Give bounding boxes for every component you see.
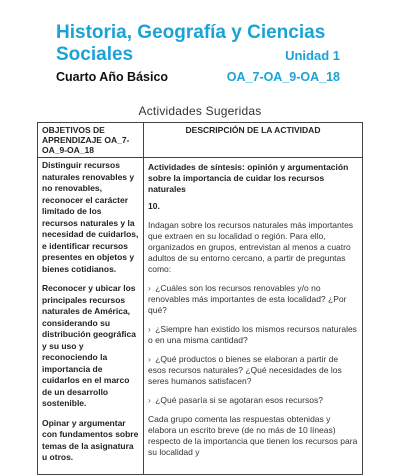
table-row (38, 158, 363, 475)
question-text: ¿Qué productos o bienes se elaboran a partir de esos recursos naturales? ¿Qué necesidades de los seres humanos satisfacen? (148, 354, 342, 386)
objective-item: Opinar y argumentar con fundamentos sobre temas de la asignatura u otros. (42, 417, 139, 462)
question-text: ¿Siempre han existido los mismos recursos naturales o en una misma cantidad? (148, 324, 357, 345)
activity-title: Actividades de síntesis: opinión y argumentación sobre la importancia de cuidar los recursos naturales (148, 162, 349, 194)
objectives-header: OBJETIVOS DE APRENDIZAJE OA_7-OA_9-OA_18 (38, 123, 144, 158)
question-marker-icon: › (148, 324, 151, 334)
activity-question (148, 395, 358, 406)
activity-cell (144, 158, 363, 475)
question-marker-icon: › (148, 395, 151, 405)
document-title (56, 22, 356, 67)
objective-item: Reconocer y ubicar los principales recursos naturales de América, considerando su distribución geográfica y su uso y reconociendo la importancia de cuidarlos en el marco de un desarrollo sostenible. (42, 283, 136, 408)
activities-table (37, 122, 363, 475)
unit-label: Unidad 1 (285, 48, 340, 63)
activity-closing: Cada grupo comenta las respuestas obtenidas y elabora un escrito breve (de no más de 10 líneas) respecto de la importancia que tienen los recursos para su localidad y (148, 414, 358, 457)
title-line-1: Historia, Geografía y Ciencias (56, 22, 326, 43)
activity-question (148, 283, 358, 316)
activity-number: 10. (148, 201, 160, 211)
course-row (56, 70, 356, 84)
question-text: ¿Qué pasaría si se agotaran esos recursos? (155, 395, 323, 405)
activity-intro: Indagan sobre los recursos naturales más importantes que extraen en su localidad o región. Para ello, organizados en grupos, entrevistan al menos a cuatro adultos de su entorno cercano, a partir de preguntas como: (148, 220, 354, 274)
objective-item: Distinguir recursos naturales renovables y no renovables, reconocer el carácter limitado de los recursos naturales y la necesidad de cuidarlos, e identificar recursos presentes en objetos y bienes cotidianos. (42, 160, 139, 274)
table-header-row (38, 123, 363, 158)
section-heading: Actividades Sugeridas (138, 104, 262, 118)
title-row-2 (56, 44, 356, 67)
document-header (56, 22, 356, 84)
question-marker-icon: › (148, 354, 151, 364)
objectives-cell (38, 158, 144, 475)
question-text: ¿Cuáles son los recursos renovables y/o no renovables más importantes de esta localidad? ¿Por qué? (148, 283, 347, 315)
title-line-2: Sociales (56, 44, 134, 65)
oa-codes: OA_7-OA_9-OA_18 (226, 70, 340, 84)
activity-question (148, 324, 358, 346)
activity-question (148, 354, 358, 387)
question-marker-icon: › (148, 283, 151, 293)
activity-description-header: DESCRIPCIÓN DE LA ACTIVIDAD (144, 123, 363, 158)
course-label: Cuarto Año Básico (56, 70, 169, 84)
